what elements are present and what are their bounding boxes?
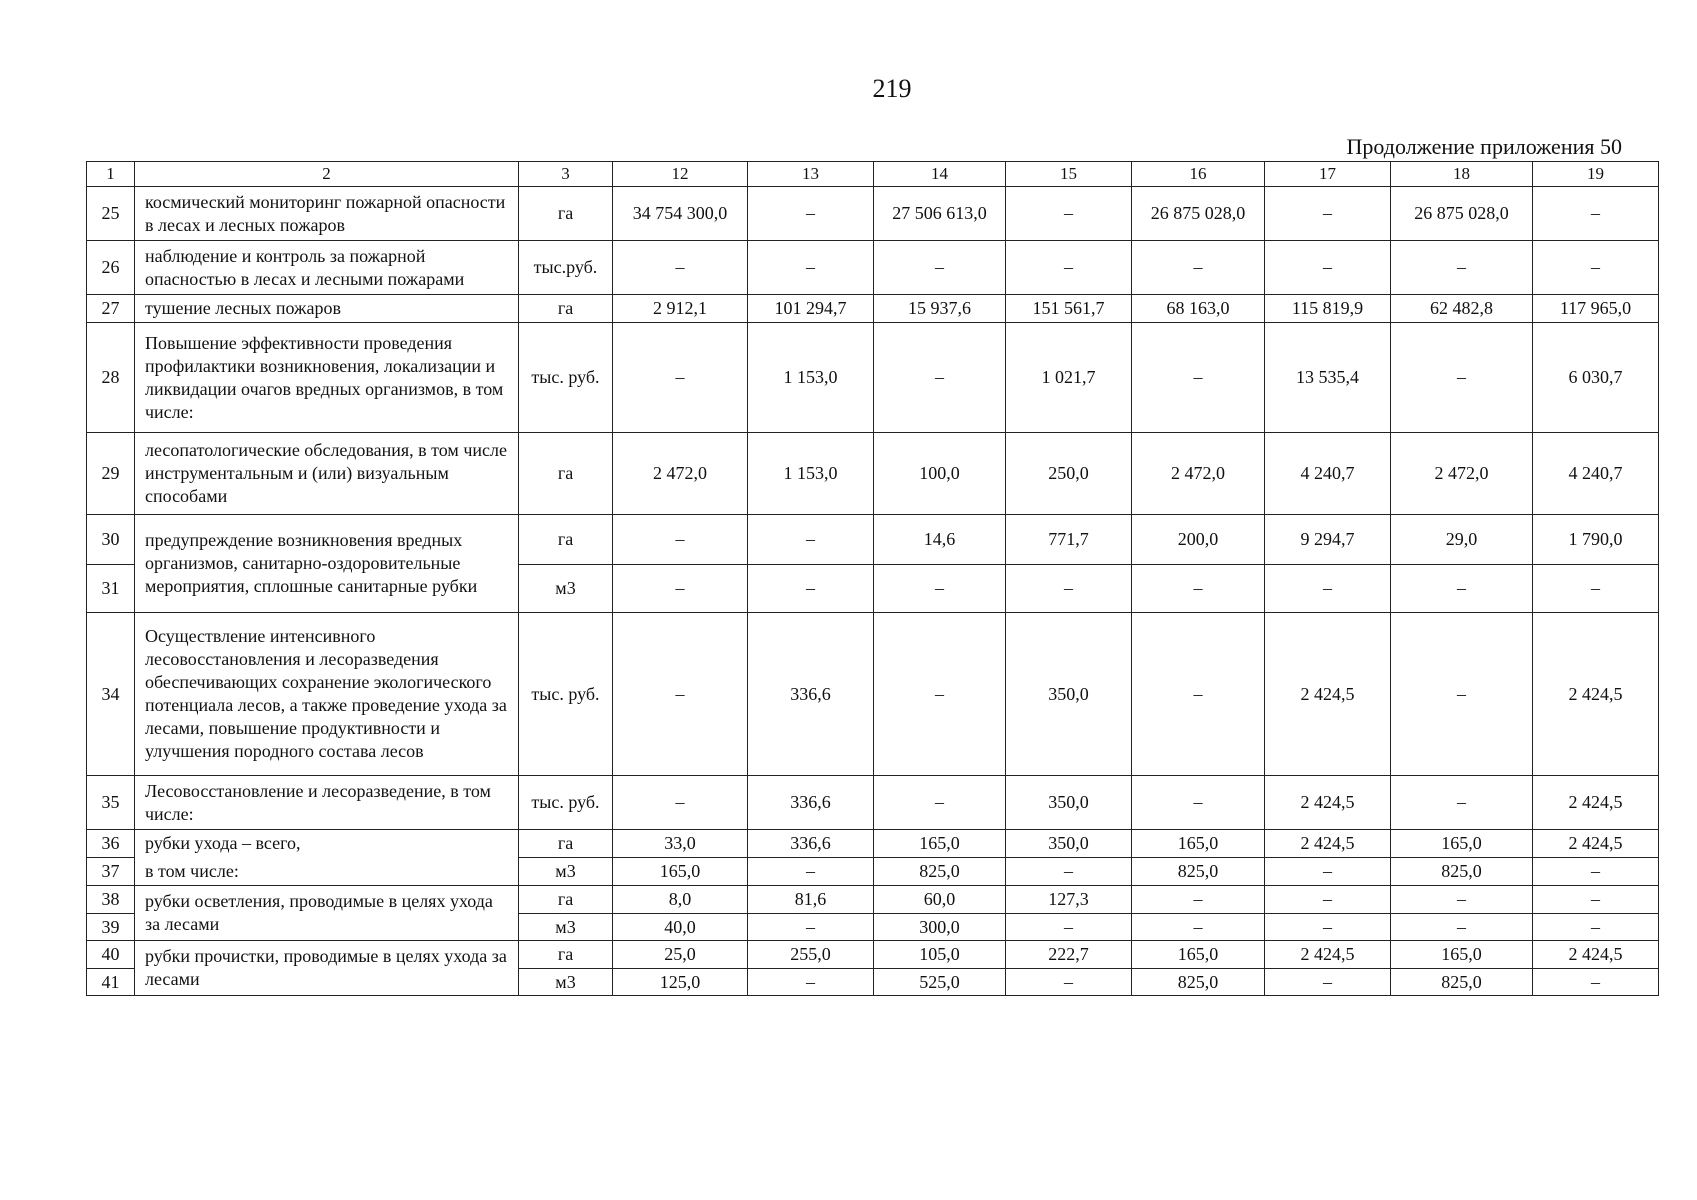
value-cell: 300,0 xyxy=(874,914,1006,941)
row-number: 31 xyxy=(87,565,135,613)
value-cell: – xyxy=(874,776,1006,830)
value-cell: – xyxy=(613,613,748,776)
table-row xyxy=(87,886,1659,914)
value-cell: – xyxy=(1006,565,1132,613)
value-cell: – xyxy=(1265,858,1391,886)
table-row xyxy=(87,515,1659,565)
row-number: 35 xyxy=(87,776,135,830)
value-cell: 165,0 xyxy=(1132,941,1265,969)
value-cell: – xyxy=(1533,565,1659,613)
row-number: 26 xyxy=(87,241,135,295)
value-cell: – xyxy=(1391,323,1533,433)
unit-cell: тыс.руб. xyxy=(519,241,613,295)
value-cell: 26 875 028,0 xyxy=(1391,187,1533,241)
value-cell: – xyxy=(1132,241,1265,295)
header-cell: 19 xyxy=(1533,162,1659,187)
header-cell: 17 xyxy=(1265,162,1391,187)
value-cell: – xyxy=(613,565,748,613)
unit-cell: га xyxy=(519,295,613,323)
row-description: Повышение эффективности проведения профилактики возникновения, локализации и ликвидации очагов вредных организмов, в том числе: xyxy=(135,323,519,433)
row-description: космический мониторинг пожарной опасности в лесах и лесных пожаров xyxy=(135,187,519,241)
header-cell: 2 xyxy=(135,162,519,187)
value-cell: 105,0 xyxy=(874,941,1006,969)
value-cell: 9 294,7 xyxy=(1265,515,1391,565)
row-description: рубки осветления, проводимые в целях ухода за лесами xyxy=(135,886,519,941)
table-row xyxy=(87,295,1659,323)
value-cell: – xyxy=(1006,914,1132,941)
value-cell: 2 472,0 xyxy=(613,433,748,515)
row-number: 30 xyxy=(87,515,135,565)
value-cell: 825,0 xyxy=(874,858,1006,886)
value-cell: 825,0 xyxy=(1132,858,1265,886)
value-cell: 165,0 xyxy=(1391,830,1533,858)
value-cell: 2 472,0 xyxy=(1391,433,1533,515)
value-cell: 60,0 xyxy=(874,886,1006,914)
value-cell: 1 021,7 xyxy=(1006,323,1132,433)
row-number: 40 xyxy=(87,941,135,969)
value-cell: 165,0 xyxy=(613,858,748,886)
value-cell: – xyxy=(1533,969,1659,996)
value-cell: – xyxy=(1391,613,1533,776)
value-cell: 165,0 xyxy=(1132,830,1265,858)
row-number: 27 xyxy=(87,295,135,323)
value-cell: 1 153,0 xyxy=(748,323,874,433)
value-cell: 81,6 xyxy=(748,886,874,914)
value-cell: 165,0 xyxy=(874,830,1006,858)
value-cell: 2 472,0 xyxy=(1132,433,1265,515)
value-cell: 8,0 xyxy=(613,886,748,914)
row-description: тушение лесных пожаров xyxy=(135,295,519,323)
value-cell: – xyxy=(1533,858,1659,886)
value-cell: 350,0 xyxy=(1006,830,1132,858)
header-cell: 13 xyxy=(748,162,874,187)
table-row xyxy=(87,830,1659,858)
value-cell: – xyxy=(748,187,874,241)
value-cell: – xyxy=(1132,776,1265,830)
value-cell: 34 754 300,0 xyxy=(613,187,748,241)
value-cell: 250,0 xyxy=(1006,433,1132,515)
value-cell: – xyxy=(748,914,874,941)
unit-cell: м3 xyxy=(519,969,613,996)
value-cell: 6 030,7 xyxy=(1533,323,1659,433)
value-cell: 4 240,7 xyxy=(1533,433,1659,515)
row-description: Лесовосстановление и лесоразведение, в том числе: xyxy=(135,776,519,830)
value-cell: – xyxy=(874,613,1006,776)
value-cell: – xyxy=(1391,914,1533,941)
value-cell: – xyxy=(613,515,748,565)
row-number: 25 xyxy=(87,187,135,241)
value-cell: 255,0 xyxy=(748,941,874,969)
value-cell: 4 240,7 xyxy=(1265,433,1391,515)
value-cell: – xyxy=(1006,858,1132,886)
header-cell: 12 xyxy=(613,162,748,187)
unit-cell: м3 xyxy=(519,914,613,941)
value-cell: 25,0 xyxy=(613,941,748,969)
row-number: 29 xyxy=(87,433,135,515)
value-cell: 40,0 xyxy=(613,914,748,941)
value-cell: 26 875 028,0 xyxy=(1132,187,1265,241)
value-cell: – xyxy=(1265,565,1391,613)
row-description: наблюдение и контроль за пожарной опасностью в лесах и лесными пожарами xyxy=(135,241,519,295)
row-description: предупреждение возникновения вредных организмов, санитарно-оздоровительные мероприятия, сплошные санитарные рубки xyxy=(135,515,519,613)
value-cell: – xyxy=(1533,241,1659,295)
table-row xyxy=(87,941,1659,969)
row-description: рубки ухода – всего, xyxy=(135,830,519,858)
value-cell: 1 153,0 xyxy=(748,433,874,515)
unit-cell: м3 xyxy=(519,565,613,613)
value-cell: – xyxy=(1265,886,1391,914)
row-number: 28 xyxy=(87,323,135,433)
unit-cell: га xyxy=(519,187,613,241)
value-cell: 2 424,5 xyxy=(1265,941,1391,969)
unit-cell: га xyxy=(519,886,613,914)
value-cell: 2 424,5 xyxy=(1533,830,1659,858)
unit-cell: га xyxy=(519,830,613,858)
table-row xyxy=(87,187,1659,241)
value-cell: 2 424,5 xyxy=(1265,776,1391,830)
value-cell: – xyxy=(1265,187,1391,241)
value-cell: – xyxy=(748,565,874,613)
header-cell: 16 xyxy=(1132,162,1265,187)
value-cell: 222,7 xyxy=(1006,941,1132,969)
value-cell: – xyxy=(1006,969,1132,996)
value-cell: – xyxy=(1132,323,1265,433)
value-cell: – xyxy=(613,241,748,295)
value-cell: 165,0 xyxy=(1391,941,1533,969)
row-description: лесопатологические обследования, в том числе инструментальным и (или) визуальным способами xyxy=(135,433,519,515)
value-cell: 2 424,5 xyxy=(1533,613,1659,776)
value-cell: – xyxy=(1391,886,1533,914)
value-cell: – xyxy=(748,241,874,295)
value-cell: – xyxy=(1132,886,1265,914)
value-cell: 13 535,4 xyxy=(1265,323,1391,433)
value-cell: 117 965,0 xyxy=(1533,295,1659,323)
header-cell: 14 xyxy=(874,162,1006,187)
value-cell: 151 561,7 xyxy=(1006,295,1132,323)
header-cell: 3 xyxy=(519,162,613,187)
value-cell: – xyxy=(1533,886,1659,914)
table-row xyxy=(87,241,1659,295)
value-cell: 2 424,5 xyxy=(1265,830,1391,858)
value-cell: 771,7 xyxy=(1006,515,1132,565)
value-cell: – xyxy=(874,565,1006,613)
value-cell: – xyxy=(1391,241,1533,295)
value-cell: – xyxy=(1265,914,1391,941)
row-number: 34 xyxy=(87,613,135,776)
header-cell: 18 xyxy=(1391,162,1533,187)
value-cell: 1 790,0 xyxy=(1533,515,1659,565)
value-cell: 825,0 xyxy=(1132,969,1265,996)
value-cell: 2 424,5 xyxy=(1265,613,1391,776)
row-number: 37 xyxy=(87,858,135,886)
row-description: в том числе: xyxy=(135,858,519,886)
value-cell: – xyxy=(1265,241,1391,295)
value-cell: 2 424,5 xyxy=(1533,776,1659,830)
row-number: 36 xyxy=(87,830,135,858)
value-cell: – xyxy=(1265,969,1391,996)
value-cell: 125,0 xyxy=(613,969,748,996)
value-cell: 68 163,0 xyxy=(1132,295,1265,323)
value-cell: 101 294,7 xyxy=(748,295,874,323)
value-cell: 14,6 xyxy=(874,515,1006,565)
value-cell: 200,0 xyxy=(1132,515,1265,565)
row-number: 38 xyxy=(87,886,135,914)
value-cell: – xyxy=(1132,565,1265,613)
value-cell: 2 424,5 xyxy=(1533,941,1659,969)
value-cell: 336,6 xyxy=(748,776,874,830)
value-cell: – xyxy=(1006,241,1132,295)
value-cell: 115 819,9 xyxy=(1265,295,1391,323)
value-cell: – xyxy=(1533,914,1659,941)
unit-cell: га xyxy=(519,941,613,969)
table-row xyxy=(87,776,1659,830)
header-cell: 1 xyxy=(87,162,135,187)
row-number: 41 xyxy=(87,969,135,996)
table-row xyxy=(87,323,1659,433)
appendix-caption: Продолжение приложения 50 xyxy=(1346,134,1622,159)
unit-cell: м3 xyxy=(519,858,613,886)
value-cell: – xyxy=(748,969,874,996)
header-cell: 15 xyxy=(1006,162,1132,187)
unit-cell: тыс. руб. xyxy=(519,776,613,830)
row-number: 39 xyxy=(87,914,135,941)
row-description: рубки прочистки, проводимые в целях ухода за лесами xyxy=(135,941,519,996)
table-row xyxy=(87,613,1659,776)
value-cell: – xyxy=(874,323,1006,433)
value-cell: 100,0 xyxy=(874,433,1006,515)
value-cell: – xyxy=(1391,776,1533,830)
value-cell: 350,0 xyxy=(1006,776,1132,830)
value-cell: 825,0 xyxy=(1391,858,1533,886)
data-table xyxy=(86,161,1659,996)
value-cell: 33,0 xyxy=(613,830,748,858)
value-cell: 15 937,6 xyxy=(874,295,1006,323)
value-cell: – xyxy=(748,858,874,886)
value-cell: – xyxy=(1132,613,1265,776)
value-cell: – xyxy=(1391,565,1533,613)
unit-cell: тыс. руб. xyxy=(519,323,613,433)
page-number: 219 xyxy=(872,74,912,103)
value-cell: – xyxy=(1132,914,1265,941)
header-row xyxy=(87,162,1659,187)
unit-cell: га xyxy=(519,515,613,565)
value-cell: – xyxy=(1533,187,1659,241)
value-cell: – xyxy=(613,776,748,830)
value-cell: 336,6 xyxy=(748,613,874,776)
unit-cell: га xyxy=(519,433,613,515)
value-cell: 127,3 xyxy=(1006,886,1132,914)
value-cell: 336,6 xyxy=(748,830,874,858)
value-cell: 2 912,1 xyxy=(613,295,748,323)
row-description: Осуществление интенсивного лесовосстановления и лесоразведения обеспечивающих сохранение экологического потенциала лесов, а также проведение ухода за лесами, повышение продуктивности и улучшения породного состава лесов xyxy=(135,613,519,776)
value-cell: 62 482,8 xyxy=(1391,295,1533,323)
value-cell: – xyxy=(613,323,748,433)
value-cell: – xyxy=(1006,187,1132,241)
table-row xyxy=(87,433,1659,515)
value-cell: 350,0 xyxy=(1006,613,1132,776)
table-row xyxy=(87,858,1659,886)
value-cell: 825,0 xyxy=(1391,969,1533,996)
value-cell: – xyxy=(748,515,874,565)
value-cell: 27 506 613,0 xyxy=(874,187,1006,241)
unit-cell: тыс. руб. xyxy=(519,613,613,776)
value-cell: 525,0 xyxy=(874,969,1006,996)
value-cell: 29,0 xyxy=(1391,515,1533,565)
value-cell: – xyxy=(874,241,1006,295)
